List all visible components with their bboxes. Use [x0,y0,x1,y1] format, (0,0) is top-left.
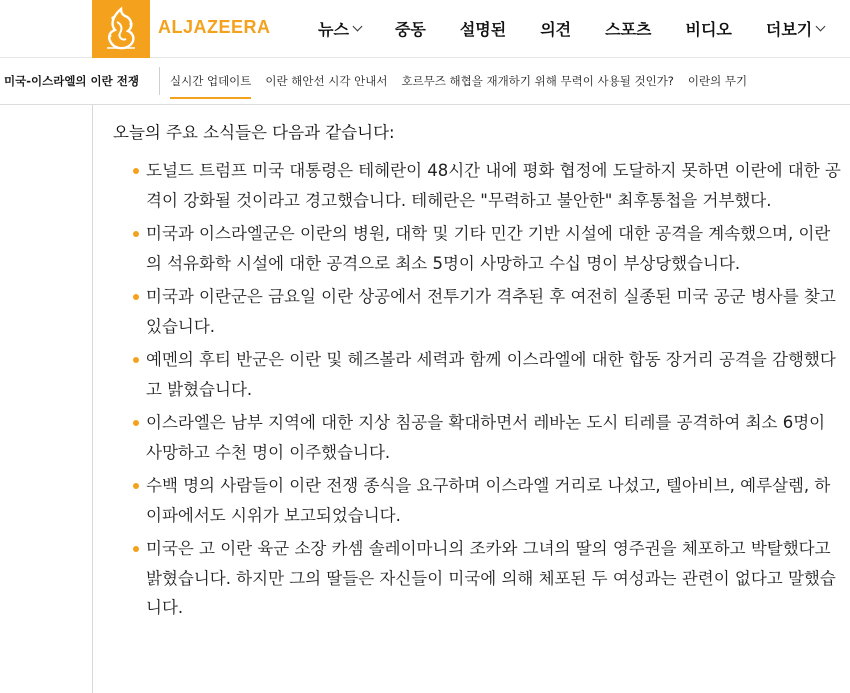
subnav-item-0[interactable]: 실시간 업데이트 [170,58,251,105]
nav-item-label: 더보기 [765,19,813,39]
nav-item-0[interactable] [318,17,361,40]
news-item [113,156,843,215]
subnav-item-1[interactable]: 이란 해안선 시각 안내서 [265,74,388,88]
nav-item-label: 비디오 [685,19,732,39]
nav-item-label: 의견 [540,19,572,39]
news-item-text: 예멘의 후티 반군은 이란 및 헤즈볼라 세력과 함께 이스라엘에 대한 합동 장거리 공격을 감행했다고 밝혔습니다. [146,350,836,399]
news-item-text: 미국과 이스라엘군은 이란의 병원, 대학 및 기타 민간 기반 시설에 대한 공격을 계속했으며, 이란의 석유화학 시설에 대한 공격으로 최소 5명이 사망하고 수십 명이 부상당했습니다. [146,224,831,273]
news-item [113,282,843,341]
subnav-item-2[interactable]: 호르무즈 해협을 재개하기 위해 무력이 사용될 것인가? [401,74,674,88]
aljazeera-logo[interactable] [92,0,150,58]
news-item-text: 미국은 고 이란 육군 소장 카셈 솔레이마니의 조카와 그녀의 딸의 영주권을 체포하고 박탈했다고 밝혔습니다. 하지만 그의 딸들은 자신들이 미국에 의해 체포된 두 여성과는 관련이 없다고 말했습니다. [146,539,836,617]
nav-item-label: 중동 [394,19,426,39]
logo-emblem-icon [101,6,141,52]
nav-item-label: 스포츠 [605,19,652,39]
nav-item-5[interactable] [686,17,732,40]
chevron-down-icon [352,21,362,31]
site-header [0,0,850,58]
bullet-dot-icon [133,168,139,174]
news-item [113,219,843,278]
news-item [113,534,843,623]
news-item-text: 미국과 이란군은 금요일 이란 상공에서 전투기가 격추된 후 여전히 실종된 미국 공군 병사를 찾고 있습니다. [146,287,836,336]
topic-subnav [0,58,850,105]
news-summary-list [113,156,843,623]
logo-wordmark[interactable]: ALJAZEERA [158,17,271,37]
article-body [113,118,843,627]
nav-item-2[interactable] [460,17,506,40]
main-nav [318,14,850,42]
nav-item-6[interactable] [766,17,824,40]
nav-item-label: 설명된 [459,19,507,39]
subnav-item-3[interactable]: 이란의 무기 [687,74,748,88]
bullet-dot-icon [133,483,139,489]
subnav-divider [159,67,160,95]
news-item-text: 이스라엘은 남부 지역에 대한 지상 침공을 확대하면서 레바논 도시 티레를 공격하여 최소 6명이 사망하고 수천 명이 이주했습니다. [146,413,826,462]
subnav-topic-title[interactable]: 미국-이스라엘의 이란 전쟁 [4,74,139,88]
chevron-down-icon [816,21,826,31]
nav-item-3[interactable] [540,17,571,40]
news-item [113,408,843,467]
timeline-line [92,105,93,693]
nav-item-4[interactable] [605,17,651,40]
subnav-items [170,58,761,105]
bullet-dot-icon [133,231,139,237]
nav-item-label: 뉴스 [318,19,349,39]
bullet-dot-icon [133,420,139,426]
news-item [113,471,843,530]
bullet-dot-icon [133,357,139,363]
nav-item-1[interactable] [395,17,426,40]
article-intro: 오늘의 주요 소식들은 다음과 같습니다: [113,123,395,142]
news-item-text: 도널드 트럼프 미국 대통령은 테헤란이 48시간 내에 평화 협정에 도달하지 못하면 이란에 대한 공격이 강화될 것이라고 경고했습니다. 테헤란은 "무력하고 불안한" 최후통첩을 거부했다. [146,161,841,210]
bullet-dot-icon [133,294,139,300]
bullet-dot-icon [133,546,139,552]
news-item-text: 수백 명의 사람들이 이란 전쟁 종식을 요구하며 이스라엘 거리로 나섰고, 텔아비브, 예루살렘, 하이파에서도 시위가 보고되었습니다. [146,476,831,525]
news-item [113,345,843,404]
